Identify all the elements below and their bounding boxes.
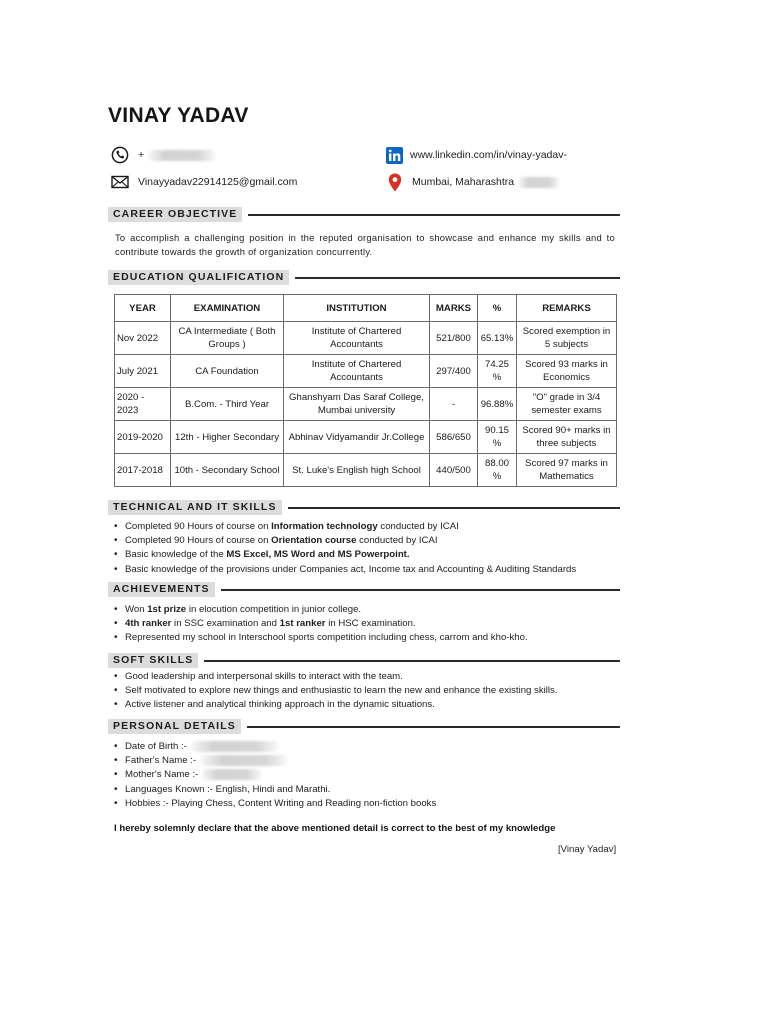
item-text: Represented my school in Interschool sports competition including chess, carrom and kho-kho. — [125, 632, 528, 644]
list-item: • Hobbies :- Playing Chess, Content Writing and Reading non-fiction books — [114, 797, 436, 811]
column-header: INSTITUTION — [284, 295, 430, 322]
career-objective-text: To accomplish a challenging position in the reputed organisation to showcase and enhance my skills and to contribute towards the growth of organization concurrently. — [115, 232, 615, 257]
list-item — [114, 740, 436, 754]
item-bold-text: 4th ranker — [125, 618, 172, 630]
location-contact — [388, 173, 560, 191]
year-cell: 2019-2020 — [115, 421, 171, 454]
column-header: % — [478, 295, 517, 322]
column-header: REMARKS — [517, 295, 617, 322]
marks-cell: 521/800 — [430, 322, 478, 355]
technical-skills-list — [114, 520, 576, 577]
education-table — [114, 294, 617, 487]
institution-cell: St. Luke's English high School — [284, 454, 430, 487]
list-item: • Active listener and analytical thinking approach in the dynamic situations. — [114, 698, 558, 712]
institution-cell: Institute of Chartered Accountants — [284, 355, 430, 388]
redacted-location — [518, 177, 560, 188]
year-cell: 2020 - 2023 — [115, 388, 171, 421]
section-rule — [248, 214, 620, 216]
phone-icon — [111, 146, 129, 164]
remarks-cell: Scored 90+ marks in three subjects — [517, 421, 617, 454]
declaration-text: I hereby solemnly declare that the above mentioned detail is correct to the best of my knowledge — [114, 823, 556, 834]
list-item: • Languages Known :- English, Hindi and Marathi. — [114, 783, 436, 797]
table-header-row — [115, 295, 617, 322]
item-text: conducted by ICAI — [356, 535, 438, 547]
exam-cell: 12th - Higher Secondary — [171, 421, 284, 454]
year-cell: July 2021 — [115, 355, 171, 388]
column-header: EXAMINATION — [171, 295, 284, 322]
list-item — [114, 534, 576, 548]
exam-cell: B.Com. - Third Year — [171, 388, 284, 421]
remarks-cell: Scored 97 marks in Mathematics — [517, 454, 617, 487]
list-item — [114, 603, 528, 617]
list-item — [114, 563, 576, 577]
redacted-value — [200, 755, 288, 766]
marks-cell: 586/650 — [430, 421, 478, 454]
percent-cell: 65.13% — [478, 322, 517, 355]
exam-cell: CA Foundation — [171, 355, 284, 388]
percent-cell: 88.00 % — [478, 454, 517, 487]
section-heading: SOFT SKILLS — [108, 653, 198, 668]
list-item — [114, 754, 436, 768]
year-cell: Nov 2022 — [115, 322, 171, 355]
list-item — [114, 617, 528, 631]
marks-cell: 440/500 — [430, 454, 478, 487]
table-row — [115, 322, 617, 355]
marks-cell: 297/400 — [430, 355, 478, 388]
section-rule — [204, 660, 620, 662]
table-row — [115, 454, 617, 487]
section-technical-skills — [108, 500, 620, 515]
list-item — [114, 520, 576, 534]
mail-icon — [111, 173, 129, 191]
item-text: Completed 90 Hours of course on — [125, 521, 272, 532]
remarks-cell: "O" grade in 3/4 semester exams — [517, 388, 617, 421]
section-heading: PERSONAL DETAILS — [108, 719, 241, 734]
remarks-cell: Scored exemption in 5 subjects — [517, 322, 617, 355]
table-row — [115, 421, 617, 454]
column-header: YEAR — [115, 295, 171, 322]
item-bold-text: 1st ranker — [279, 618, 326, 630]
location-pin-icon — [388, 173, 402, 191]
list-item — [114, 631, 528, 645]
candidate-name: VINAY YADAV — [108, 104, 249, 127]
linkedin-url[interactable]: www.linkedin.com/in/vinay-yadav- — [410, 149, 567, 161]
linkedin-contact — [385, 146, 567, 164]
section-heading: ACHIEVEMENTS — [108, 582, 215, 597]
section-career-objective — [108, 207, 620, 222]
list-item: • Good leadership and interpersonal skills to interact with the team. — [114, 670, 558, 684]
section-education — [108, 270, 620, 285]
item-text: Date of Birth :- — [125, 741, 187, 752]
table-row — [115, 388, 617, 421]
exam-cell: CA Intermediate ( Both Groups ) — [171, 322, 284, 355]
institution-cell: Institute of Chartered Accountants — [284, 322, 430, 355]
column-header: MARKS — [430, 295, 478, 322]
remarks-cell: Scored 93 marks in Economics — [517, 355, 617, 388]
percent-cell: 74.25 % — [478, 355, 517, 388]
item-bold-text: Information technology — [271, 521, 378, 532]
percent-cell: 96.88% — [478, 388, 517, 421]
item-text: Basic knowledge of the — [125, 549, 227, 561]
section-rule — [288, 507, 620, 509]
phone-contact — [111, 146, 216, 164]
achievements-list — [114, 603, 528, 646]
institution-cell: Ghanshyam Das Saraf College, Mumbai university — [284, 388, 430, 421]
linkedin-icon — [385, 146, 403, 164]
redacted-value — [202, 769, 262, 780]
table-row — [115, 355, 617, 388]
exam-cell: 10th - Secondary School — [171, 454, 284, 487]
email-contact — [111, 173, 297, 191]
item-text: in elocution competition in junior college. — [186, 604, 362, 615]
section-rule — [221, 589, 620, 591]
section-rule — [295, 277, 620, 279]
list-item — [114, 548, 576, 562]
item-bold-text: Orientation course — [271, 535, 357, 547]
marks-cell: - — [430, 388, 478, 421]
percent-cell: 90.15 % — [478, 421, 517, 454]
signature-text: [Vinay Yadav] — [558, 844, 617, 855]
section-rule — [247, 726, 620, 728]
item-text: Mother's Name :- — [125, 769, 199, 781]
section-heading: TECHNICAL AND IT SKILLS — [108, 500, 282, 515]
personal-details-list — [114, 740, 436, 811]
item-text: in HSC examination. — [325, 618, 416, 630]
redacted-value — [191, 741, 279, 752]
item-text: Won — [125, 604, 148, 615]
section-achievements — [108, 582, 620, 597]
item-text: Completed 90 Hours of course on — [125, 535, 272, 547]
item-text: in SSC examination and — [171, 618, 280, 630]
section-soft-skills — [108, 653, 620, 668]
item-text: conducted by ICAI — [377, 521, 459, 532]
item-bold-text: 1st prize — [147, 604, 187, 615]
soft-skills-list — [114, 670, 558, 713]
location-text: Mumbai, Maharashtra — [412, 176, 515, 188]
item-bold-text: MS Excel, MS Word and MS Powerpoint. — [226, 549, 410, 561]
item-text: Father's Name :- — [125, 755, 197, 767]
item-text: Basic knowledge of the provisions under Companies act, Income tax and Accounting & Auditing Standards — [125, 563, 577, 575]
section-heading: CAREER OBJECTIVE — [108, 207, 242, 222]
section-personal-details — [108, 719, 620, 734]
section-heading: EDUCATION QUALIFICATION — [108, 270, 289, 285]
redacted-phone — [148, 150, 216, 161]
year-cell: 2017-2018 — [115, 454, 171, 487]
list-item: • Self motivated to explore new things and enthusiastic to learn the new and enhance the existing skills. — [114, 684, 558, 698]
phone-number: + — [138, 149, 145, 161]
list-item — [114, 768, 436, 782]
email-address[interactable]: Vinayyadav22914125@gmail.com — [138, 176, 298, 188]
institution-cell: Abhinav Vidyamandir Jr.College — [284, 421, 430, 454]
